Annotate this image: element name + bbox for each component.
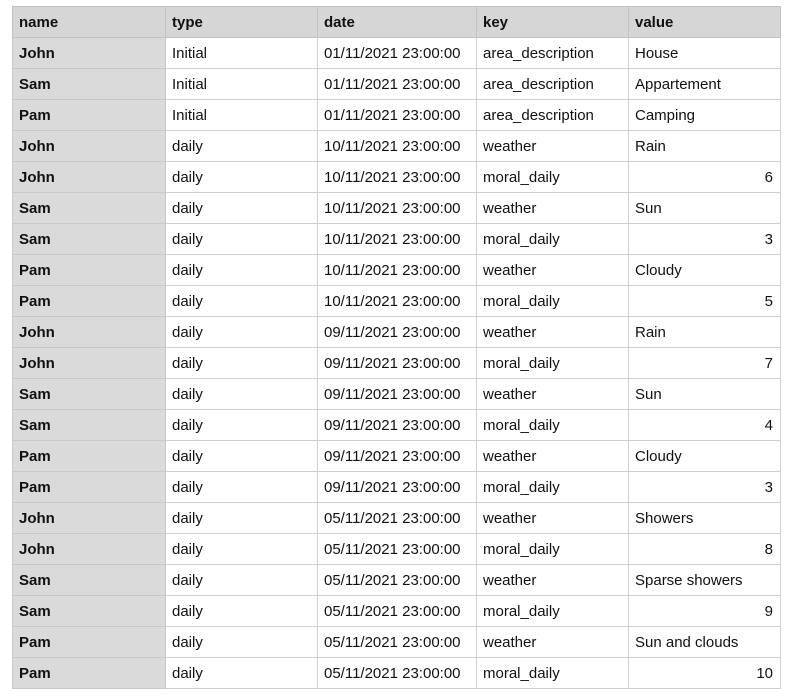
- cell-value[interactable]: House: [629, 38, 781, 69]
- cell-value[interactable]: 8: [629, 534, 781, 565]
- cell-key[interactable]: weather: [477, 503, 629, 534]
- cell-key[interactable]: moral_daily: [477, 286, 629, 317]
- cell-name[interactable]: Pam: [13, 286, 166, 317]
- cell-value[interactable]: 6: [629, 162, 781, 193]
- cell-date[interactable]: 05/11/2021 23:00:00: [318, 503, 477, 534]
- cell-date[interactable]: 05/11/2021 23:00:00: [318, 565, 477, 596]
- cell-date[interactable]: 09/11/2021 23:00:00: [318, 348, 477, 379]
- cell-value[interactable]: Sun and clouds: [629, 627, 781, 658]
- table-row[interactable]: [13, 317, 781, 348]
- cell-name[interactable]: Pam: [13, 255, 166, 286]
- cell-date[interactable]: 09/11/2021 23:00:00: [318, 472, 477, 503]
- table-row[interactable]: [13, 69, 781, 100]
- cell-key[interactable]: moral_daily: [477, 224, 629, 255]
- table-row[interactable]: [13, 379, 781, 410]
- cell-value[interactable]: 5: [629, 286, 781, 317]
- cell-date[interactable]: 10/11/2021 23:00:00: [318, 162, 477, 193]
- column-header-key[interactable]: key: [477, 7, 629, 38]
- cell-date[interactable]: 05/11/2021 23:00:00: [318, 534, 477, 565]
- cell-value[interactable]: Sparse showers: [629, 565, 781, 596]
- cell-name[interactable]: John: [13, 131, 166, 162]
- cell-key[interactable]: weather: [477, 255, 629, 286]
- cell-key[interactable]: weather: [477, 565, 629, 596]
- cell-name[interactable]: Pam: [13, 658, 166, 689]
- table-row[interactable]: [13, 224, 781, 255]
- cell-date[interactable]: 01/11/2021 23:00:00: [318, 38, 477, 69]
- cell-type[interactable]: daily: [166, 658, 318, 689]
- cell-key[interactable]: weather: [477, 131, 629, 162]
- cell-name[interactable]: John: [13, 503, 166, 534]
- table-row[interactable]: [13, 658, 781, 689]
- cell-name[interactable]: John: [13, 348, 166, 379]
- column-header-date[interactable]: date: [318, 7, 477, 38]
- cell-name[interactable]: Sam: [13, 410, 166, 441]
- cell-name[interactable]: Sam: [13, 565, 166, 596]
- cell-value[interactable]: 4: [629, 410, 781, 441]
- cell-date[interactable]: 10/11/2021 23:00:00: [318, 131, 477, 162]
- table-row[interactable]: [13, 162, 781, 193]
- cell-type[interactable]: daily: [166, 410, 318, 441]
- table-row[interactable]: [13, 348, 781, 379]
- cell-name[interactable]: Pam: [13, 627, 166, 658]
- cell-name[interactable]: John: [13, 162, 166, 193]
- table-row[interactable]: [13, 596, 781, 627]
- table-row[interactable]: [13, 410, 781, 441]
- cell-value[interactable]: 3: [629, 224, 781, 255]
- cell-type[interactable]: daily: [166, 472, 318, 503]
- cell-type[interactable]: daily: [166, 565, 318, 596]
- cell-name[interactable]: Pam: [13, 100, 166, 131]
- cell-value[interactable]: 7: [629, 348, 781, 379]
- cell-value[interactable]: Appartement: [629, 69, 781, 100]
- table-row[interactable]: [13, 131, 781, 162]
- cell-type[interactable]: daily: [166, 286, 318, 317]
- cell-value[interactable]: Cloudy: [629, 255, 781, 286]
- cell-date[interactable]: 10/11/2021 23:00:00: [318, 224, 477, 255]
- table-row[interactable]: [13, 286, 781, 317]
- cell-type[interactable]: daily: [166, 348, 318, 379]
- cell-name[interactable]: John: [13, 317, 166, 348]
- cell-type[interactable]: daily: [166, 193, 318, 224]
- cell-name[interactable]: Pam: [13, 472, 166, 503]
- cell-date[interactable]: 10/11/2021 23:00:00: [318, 255, 477, 286]
- cell-type[interactable]: daily: [166, 627, 318, 658]
- cell-type[interactable]: daily: [166, 255, 318, 286]
- cell-key[interactable]: moral_daily: [477, 162, 629, 193]
- cell-date[interactable]: 01/11/2021 23:00:00: [318, 69, 477, 100]
- cell-key[interactable]: moral_daily: [477, 348, 629, 379]
- cell-value[interactable]: 9: [629, 596, 781, 627]
- cell-date[interactable]: 05/11/2021 23:00:00: [318, 596, 477, 627]
- cell-key[interactable]: weather: [477, 379, 629, 410]
- cell-type[interactable]: daily: [166, 503, 318, 534]
- cell-key[interactable]: moral_daily: [477, 410, 629, 441]
- cell-type[interactable]: daily: [166, 534, 318, 565]
- cell-key[interactable]: weather: [477, 441, 629, 472]
- cell-value[interactable]: Sun: [629, 379, 781, 410]
- cell-key[interactable]: moral_daily: [477, 596, 629, 627]
- table-body: [13, 38, 781, 689]
- cell-name[interactable]: Sam: [13, 379, 166, 410]
- data-table: [12, 6, 781, 689]
- table-row[interactable]: [13, 503, 781, 534]
- header-row: [13, 7, 781, 38]
- cell-name[interactable]: John: [13, 534, 166, 565]
- cell-name[interactable]: Sam: [13, 224, 166, 255]
- cell-date[interactable]: 01/11/2021 23:00:00: [318, 100, 477, 131]
- table-row[interactable]: [13, 100, 781, 131]
- table-row[interactable]: [13, 255, 781, 286]
- cell-value[interactable]: Cloudy: [629, 441, 781, 472]
- cell-type[interactable]: daily: [166, 596, 318, 627]
- cell-date[interactable]: 05/11/2021 23:00:00: [318, 658, 477, 689]
- cell-value[interactable]: Rain: [629, 131, 781, 162]
- column-header-type[interactable]: type: [166, 7, 318, 38]
- cell-type[interactable]: daily: [166, 317, 318, 348]
- table-row[interactable]: [13, 38, 781, 69]
- cell-date[interactable]: 09/11/2021 23:00:00: [318, 379, 477, 410]
- cell-value[interactable]: Camping: [629, 100, 781, 131]
- cell-type[interactable]: Initial: [166, 69, 318, 100]
- cell-date[interactable]: 09/11/2021 23:00:00: [318, 317, 477, 348]
- cell-name[interactable]: Pam: [13, 441, 166, 472]
- cell-key[interactable]: weather: [477, 193, 629, 224]
- cell-key[interactable]: moral_daily: [477, 658, 629, 689]
- cell-key[interactable]: area_description: [477, 100, 629, 131]
- cell-value[interactable]: Showers: [629, 503, 781, 534]
- cell-type[interactable]: daily: [166, 224, 318, 255]
- cell-type[interactable]: daily: [166, 379, 318, 410]
- cell-value[interactable]: 10: [629, 658, 781, 689]
- table-row[interactable]: [13, 565, 781, 596]
- table-row[interactable]: [13, 441, 781, 472]
- cell-key[interactable]: area_description: [477, 69, 629, 100]
- cell-date[interactable]: 05/11/2021 23:00:00: [318, 627, 477, 658]
- cell-name[interactable]: Sam: [13, 193, 166, 224]
- cell-date[interactable]: 09/11/2021 23:00:00: [318, 410, 477, 441]
- table-row[interactable]: [13, 193, 781, 224]
- cell-name[interactable]: Sam: [13, 596, 166, 627]
- cell-key[interactable]: moral_daily: [477, 534, 629, 565]
- cell-date[interactable]: 10/11/2021 23:00:00: [318, 193, 477, 224]
- table-row[interactable]: [13, 472, 781, 503]
- cell-type[interactable]: Initial: [166, 100, 318, 131]
- cell-type[interactable]: daily: [166, 131, 318, 162]
- table-row[interactable]: [13, 534, 781, 565]
- cell-type[interactable]: daily: [166, 441, 318, 472]
- table-header: [13, 7, 781, 38]
- cell-name[interactable]: John: [13, 38, 166, 69]
- cell-type[interactable]: Initial: [166, 38, 318, 69]
- cell-key[interactable]: weather: [477, 627, 629, 658]
- cell-name[interactable]: Sam: [13, 69, 166, 100]
- column-header-name[interactable]: name: [13, 7, 166, 38]
- cell-value[interactable]: Sun: [629, 193, 781, 224]
- cell-value[interactable]: Rain: [629, 317, 781, 348]
- cell-date[interactable]: 10/11/2021 23:00:00: [318, 286, 477, 317]
- cell-key[interactable]: moral_daily: [477, 472, 629, 503]
- cell-key[interactable]: area_description: [477, 38, 629, 69]
- cell-type[interactable]: daily: [166, 162, 318, 193]
- cell-key[interactable]: weather: [477, 317, 629, 348]
- cell-value[interactable]: 3: [629, 472, 781, 503]
- column-header-value[interactable]: value: [629, 7, 781, 38]
- table-row[interactable]: [13, 627, 781, 658]
- cell-date[interactable]: 09/11/2021 23:00:00: [318, 441, 477, 472]
